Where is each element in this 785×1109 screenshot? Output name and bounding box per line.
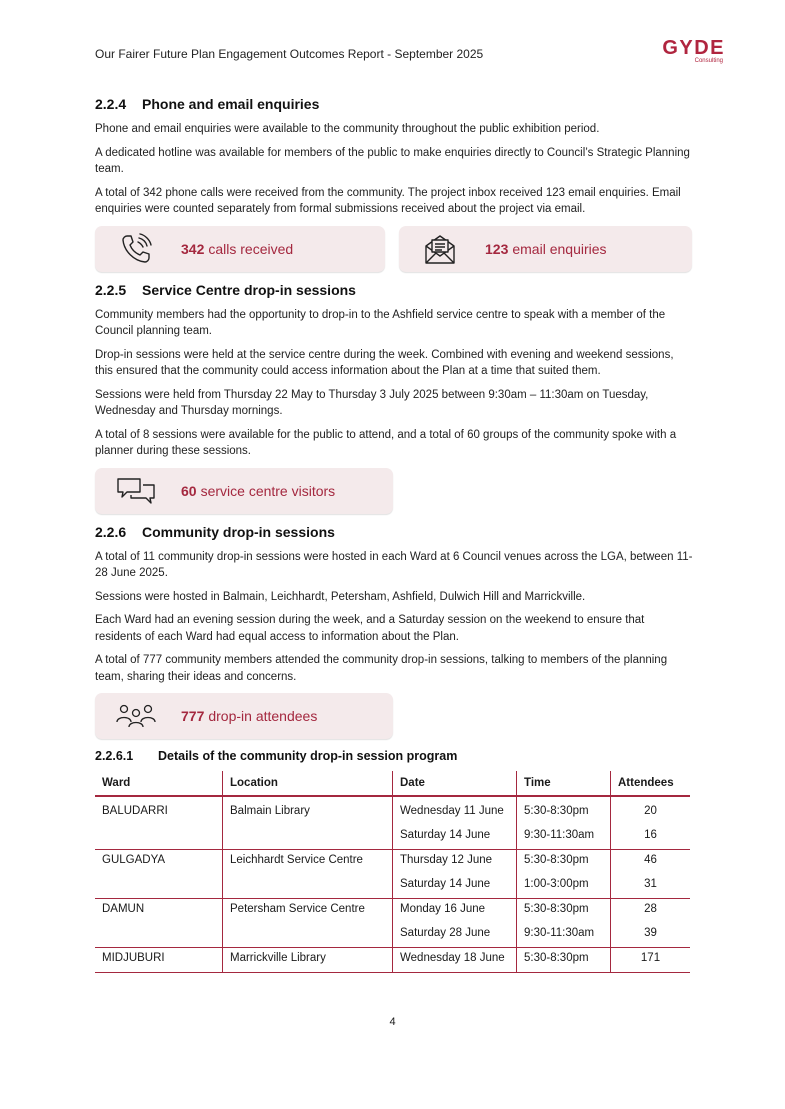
gyde-logo [633,38,725,68]
visitors-label: service centre visitors [200,482,336,499]
page-number: 4 [389,1016,396,1028]
cell-location: Marrickville Library [223,948,393,973]
cell-ward [95,923,223,948]
paragraph: Sessions were held from Thursday 22 May to Thursday 3 July 2025 between 9:30am – 11:30am on Tuesday, Wednesday and Thursday mornings. [95,388,649,417]
table-row [95,899,690,924]
cell-time: 9:30-11:30am [517,825,611,850]
column-header-time: Time [517,771,611,796]
table-row [95,796,690,825]
stats-row-attendees [95,693,693,739]
table-row [95,948,690,973]
paragraph: Sessions were hosted in Balmain, Leichhardt, Petersham, Ashfield, Dulwich Hill and Marrickville. [95,590,586,603]
stat-card-attendees [95,693,393,739]
cell-ward: BALUDARRI [102,805,168,817]
cell-ward [95,874,223,899]
cell-date: Saturday 28 June [393,923,517,948]
phone-icon [115,232,157,266]
logo-wordmark: GYDE [662,37,725,59]
stat-card-visitors [95,468,393,514]
table-row [95,850,690,875]
column-header-attendees: Attendees [611,771,691,796]
paragraph: Community members had the opportunity to drop-in to the Ashfield service centre to speak with a member of the Council planning team. [95,308,666,337]
visitors-value: 60 [181,482,197,499]
subsection-heading-program-details: 2.2.6.1 Details of the community drop-in session program [95,749,458,763]
table-row [95,825,690,850]
logo-subtitle: Consulting [694,58,723,64]
cell-location [223,874,393,899]
cell-time: 9:30-11:30am [517,923,611,948]
cell-attendees: 171 [611,948,691,973]
cell-time: 5:30-8:30pm [517,796,611,825]
cell-attendees: 46 [611,850,691,875]
paragraph: A dedicated hotline was available for members of the public to make enquiries directly to Council’s Strategic Planning team. [95,146,690,175]
paragraph: A total of 342 phone calls were received from the community. The project inbox received 123 email enquiries. Email enquiries were counted separately from formal submissions received about the project via email. [95,186,681,215]
attendees-label: drop-in attendees [208,708,318,724]
column-header-ward: Ward [95,771,223,796]
calls-label: calls received [208,240,294,257]
cell-location: Petersham Service Centre [223,899,393,924]
stats-row-phone-email [95,226,693,272]
stat-card-emails [399,226,692,272]
cell-location [223,825,393,850]
paragraph: A total of 11 community drop-in sessions were hosted in each Ward at 6 Council venues across the LGA, between 11-28 June 2025. [95,550,693,579]
stat-card-calls [95,226,385,272]
main-content [95,96,693,973]
cell-ward: GULGADYA [102,854,166,866]
cell-attendees: 20 [611,796,691,825]
cell-location: Leichhardt Service Centre [223,850,393,875]
cell-date: Saturday 14 June [393,825,517,850]
cell-ward: DAMUN [102,903,145,915]
emails-value: 123 [485,240,509,257]
cell-date: Thursday 12 June [393,850,517,875]
calls-value: 342 [181,240,205,257]
cell-attendees: 31 [611,874,691,899]
people-icon [115,699,157,733]
cell-attendees: 39 [611,923,691,948]
emails-label: email enquiries [512,240,607,257]
column-header-date: Date [393,771,517,796]
envelope-icon [419,232,461,266]
cell-location: Balmain Library [223,796,393,825]
section-heading-service-centre: 2.2.5 Service Centre drop-in sessions [95,281,356,298]
cell-time: 1:00-3:00pm [517,874,611,899]
session-program-table [95,771,690,973]
cell-date: Wednesday 11 June [393,796,517,825]
cell-location [223,923,393,948]
section-heading-community-dropin: 2.2.6 Community drop-in sessions [95,523,335,540]
column-header-location: Location [223,771,393,796]
paragraph: Each Ward had an evening session during the week, and a Saturday session on the weekend to ensure that residents of each Ward had equal access to information about the Plan. [95,614,645,643]
cell-time: 5:30-8:30pm [517,899,611,924]
table-row [95,874,690,899]
cell-time: 5:30-8:30pm [517,948,611,973]
cell-date: Saturday 14 June [393,874,517,899]
cell-date: Monday 16 June [393,899,517,924]
paragraph: A total of 777 community members attended the community drop-in sessions, talking to members of the planning team, sharing their ideas and concerns. [95,654,668,683]
paragraph: Drop-in sessions were held at the service centre during the week. Combined with evening and weekend sessions, this ensured that the community could access information about the Plan at a time that suited them. [95,348,674,377]
paragraph: A total of 8 sessions were available for the public to attend, and a total of 60 groups of the community spoke with a planner during these sessions. [95,428,677,457]
stats-row-service-centre [95,468,693,514]
cell-time: 5:30-8:30pm [517,850,611,875]
paragraph: Phone and email enquiries were available to the community throughout the public exhibition period. [95,123,600,135]
cell-date: Wednesday 18 June [393,948,517,973]
table-row [95,923,690,948]
cell-attendees: 16 [611,825,691,850]
cell-ward [95,825,223,850]
cell-ward: MIDJUBURI [95,948,223,973]
attendees-value: 777 [181,708,205,724]
section-heading-phone-email: 2.2.4 Phone and email enquiries [95,96,320,112]
chat-bubbles-icon [115,474,157,508]
document-header-title: Our Fairer Future Plan Engagement Outcomes Report - September 2025 [95,47,484,61]
cell-attendees: 28 [611,899,691,924]
table-header-row [95,771,690,796]
